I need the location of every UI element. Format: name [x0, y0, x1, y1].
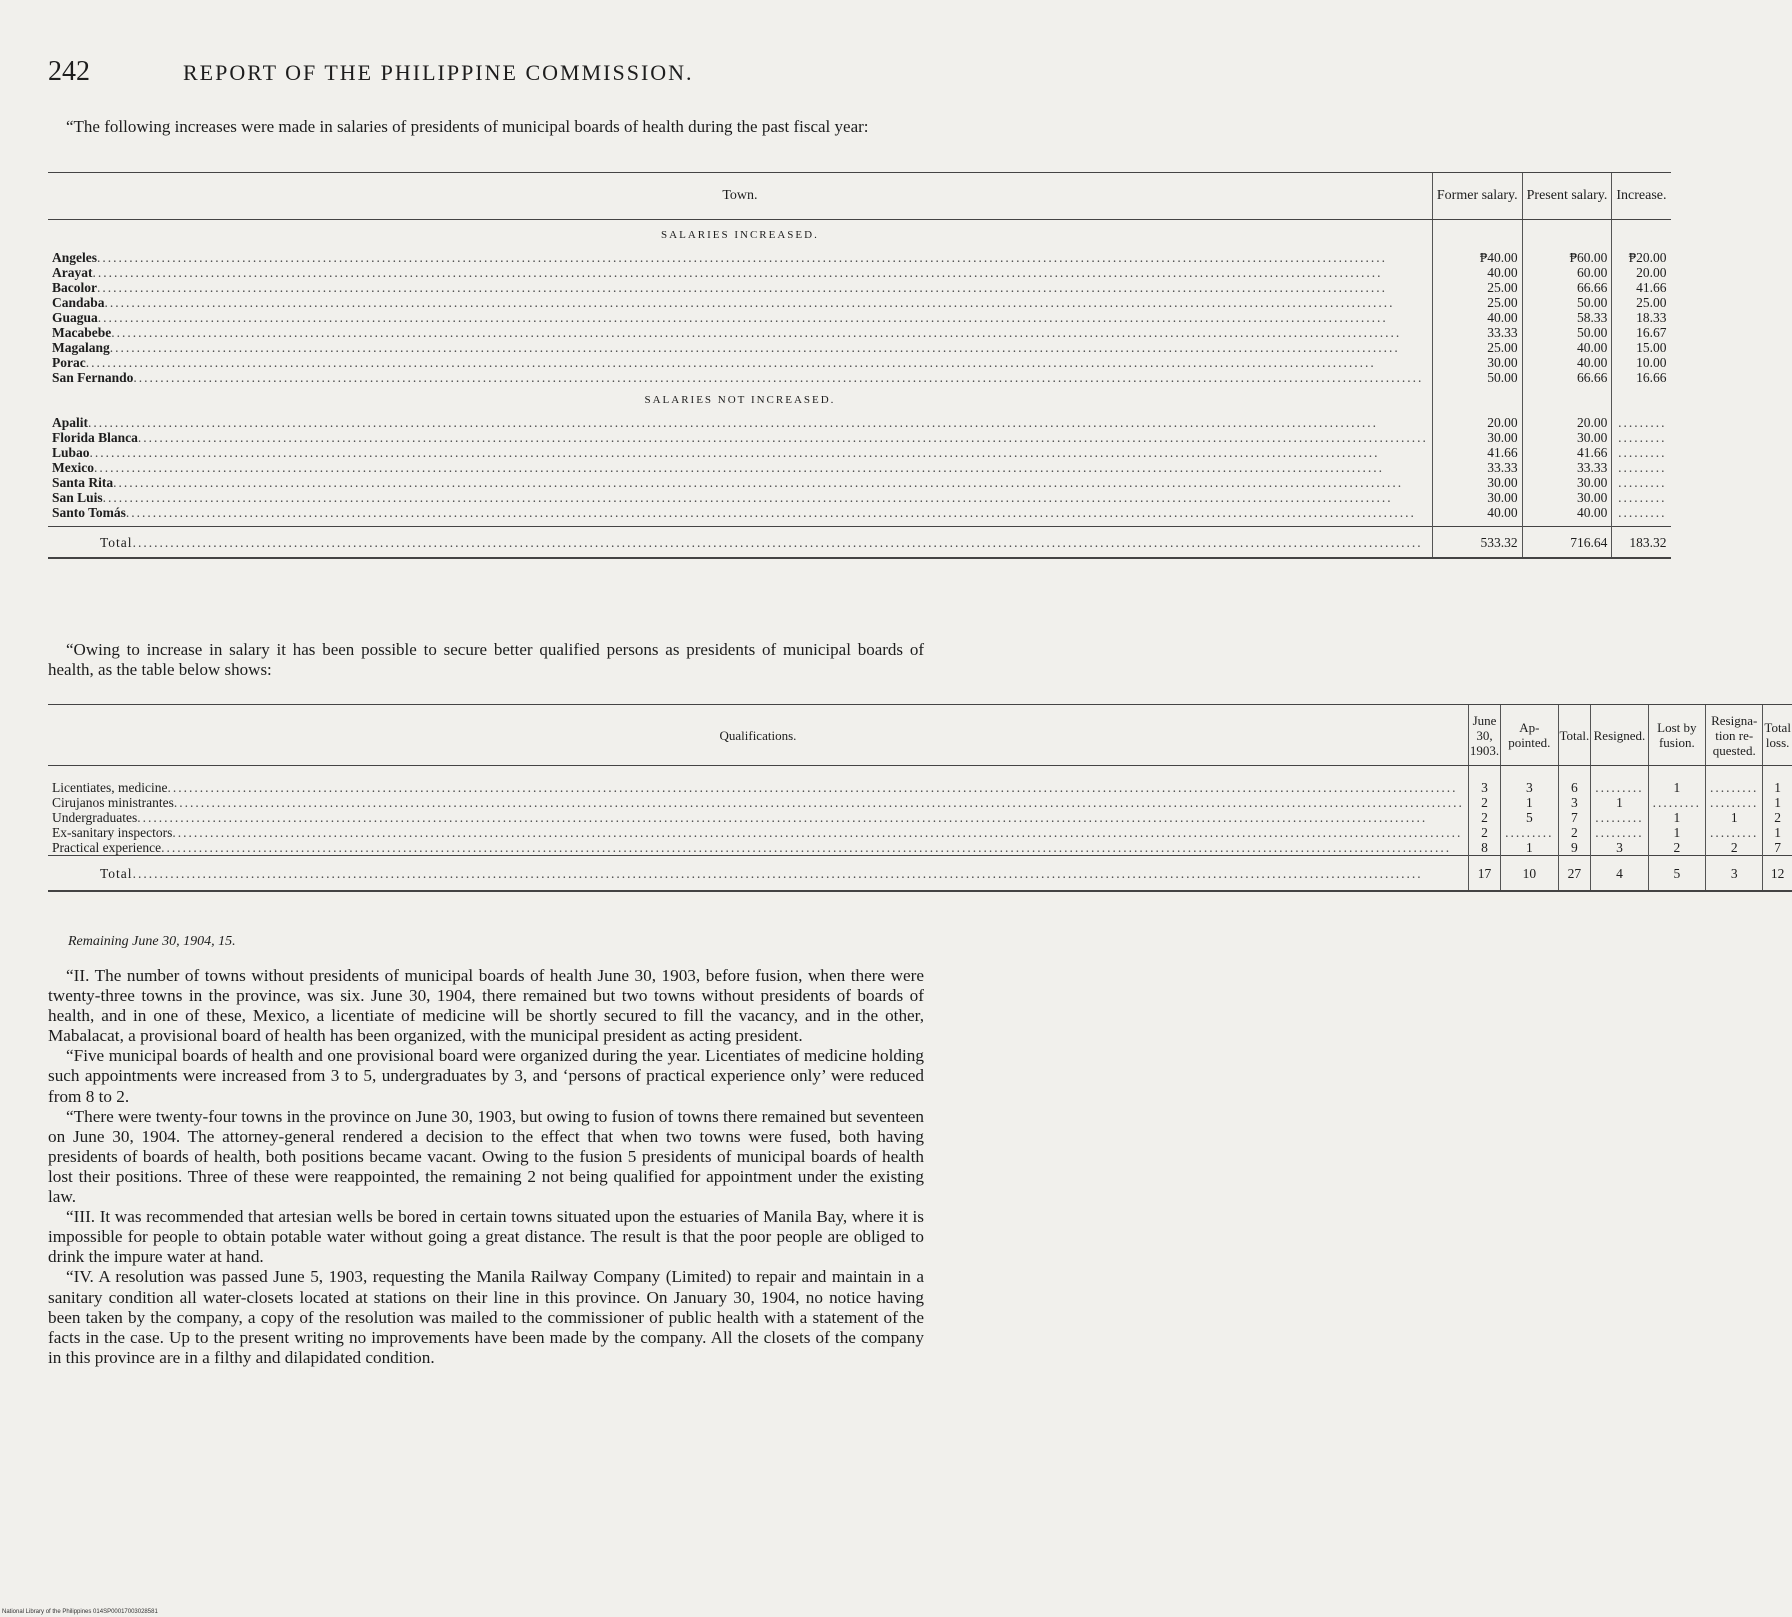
- row-label: Macabebe: [52, 325, 112, 340]
- footer-credit: National Library of the Philippines 014SP00017003028581: [2, 1609, 158, 1615]
- table-row: [48, 445, 1671, 460]
- town-cell: [48, 325, 1432, 340]
- empty-cell: [1522, 220, 1612, 251]
- former-cell: 30.00: [1432, 490, 1522, 505]
- former-cell: 25.00: [1432, 295, 1522, 310]
- row-label: Total: [100, 534, 133, 550]
- qualification-cell: .........: [1648, 795, 1705, 810]
- table-row: [48, 490, 1671, 505]
- col-present-salary: Present salary.: [1522, 173, 1612, 220]
- dot-leader: [137, 810, 1464, 825]
- table-row: [48, 475, 1671, 490]
- dot-leader: [133, 866, 1464, 881]
- total-increase: 183.32: [1612, 527, 1671, 559]
- spacer-cell: [1558, 766, 1591, 781]
- spacer-cell: [1591, 766, 1648, 781]
- qualification-cell: 1: [1706, 810, 1763, 825]
- leader-line: [52, 415, 1428, 430]
- table-row: [48, 415, 1671, 430]
- body-paragraph: “There were twenty-four towns in the province on June 30, 1903, but owing to fusion of towns there remained but seventeen on June 30, 1904. The attorney-general rendered a decision to the effect that when two towns were fused, both having presidents of boards of health, both positions became vacant. Owing to the fusion 5 presidents of municipal boards of health lost their positions. Three of these were reappointed, the remaining 2 not being qualified for appointment under the existing law.: [48, 1106, 924, 1207]
- qualification-cell: 2: [1468, 795, 1500, 810]
- qualifications-table: [48, 704, 1792, 892]
- row-label: Bacolor: [52, 280, 97, 295]
- former-cell: 41.66: [1432, 445, 1522, 460]
- increase-cell: .........: [1612, 505, 1671, 520]
- increase-cell: .........: [1612, 430, 1671, 445]
- table-row: [48, 840, 1792, 856]
- present-cell: 66.66: [1522, 370, 1612, 385]
- former-cell: 20.00: [1432, 415, 1522, 430]
- leader-line: [52, 250, 1428, 265]
- total-former: 533.32: [1432, 527, 1522, 559]
- row-label: Florida Blanca: [52, 430, 138, 445]
- present-cell: 58.33: [1522, 310, 1612, 325]
- leader-line: [52, 295, 1428, 310]
- dot-leader: [97, 280, 1428, 295]
- present-cell: 41.66: [1522, 445, 1612, 460]
- increase-cell: 20.00: [1612, 265, 1671, 280]
- leader-line: [52, 460, 1428, 475]
- dot-leader: [167, 780, 1463, 795]
- qualification-label-cell: [48, 825, 1468, 840]
- town-cell: [48, 340, 1432, 355]
- qualification-cell: .........: [1591, 780, 1648, 795]
- row-label: Angeles: [52, 250, 97, 265]
- town-cell: [48, 505, 1432, 520]
- town-cell: [48, 430, 1432, 445]
- present-cell: 60.00: [1522, 265, 1612, 280]
- row-label: Porac: [52, 355, 86, 370]
- table-row: [48, 310, 1671, 325]
- qualification-cell: 6: [1558, 780, 1591, 795]
- row-label: Licentiates, medicine: [52, 780, 168, 795]
- qualifications-header-7: Total loss.: [1763, 705, 1792, 766]
- former-cell: 30.00: [1432, 475, 1522, 490]
- spacer-cell: [1706, 766, 1763, 781]
- present-cell: 30.00: [1522, 475, 1612, 490]
- row-label: Mexico: [52, 460, 94, 475]
- qualifications-header-0: Qualifications.: [48, 705, 1468, 766]
- former-cell: 30.00: [1432, 355, 1522, 370]
- section-not-increased: [48, 385, 1671, 415]
- leader-line: [52, 535, 1428, 550]
- present-cell: 40.00: [1522, 505, 1612, 520]
- dot-leader: [111, 325, 1428, 340]
- row-label: Ex-sanitary inspectors: [52, 825, 173, 840]
- qualification-cell: 3: [1558, 795, 1591, 810]
- row-label: San Fernando: [52, 370, 134, 385]
- section-heading: SALARIES INCREASED.: [661, 228, 819, 241]
- qualification-cell: 2: [1558, 825, 1591, 840]
- present-cell: 40.00: [1522, 340, 1612, 355]
- row-label: Lubao: [52, 445, 90, 460]
- salaries-table-body: [48, 220, 1671, 559]
- qualification-cell: .........: [1591, 810, 1648, 825]
- town-cell: [48, 295, 1432, 310]
- former-cell: ₱40.00: [1432, 250, 1522, 265]
- spacer-cell: [1763, 766, 1792, 781]
- dot-leader: [90, 445, 1428, 460]
- qualification-label-cell: [48, 810, 1468, 825]
- qualification-cell: .........: [1501, 825, 1558, 840]
- qualification-label-cell: [48, 780, 1468, 795]
- qualification-cell: .........: [1706, 780, 1763, 795]
- row-label: Santa Rita: [52, 475, 114, 490]
- qualification-cell: 1: [1591, 795, 1648, 810]
- table-row: [48, 430, 1671, 445]
- leader-line: [52, 810, 1464, 825]
- qualification-cell: .........: [1706, 825, 1763, 840]
- present-cell: 20.00: [1522, 415, 1612, 430]
- table-row: [48, 250, 1671, 265]
- dot-leader: [86, 355, 1428, 370]
- leader-line: [52, 430, 1428, 445]
- dot-leader: [105, 295, 1428, 310]
- former-cell: 33.33: [1432, 325, 1522, 340]
- row-label: Candaba: [52, 295, 105, 310]
- row-label: Arayat: [52, 265, 93, 280]
- qualification-cell: 27: [1558, 856, 1591, 892]
- remaining-note: Remaining June 30, 1904, 15.: [68, 934, 236, 949]
- present-cell: 66.66: [1522, 280, 1612, 295]
- qualification-cell: .........: [1591, 825, 1648, 840]
- qualification-cell: 2: [1763, 810, 1792, 825]
- table-row: [48, 460, 1671, 475]
- present-cell: 50.00: [1522, 295, 1612, 310]
- page-header: [48, 56, 948, 92]
- total-label-cell: [48, 527, 1432, 559]
- qualification-cell: 2: [1648, 840, 1705, 856]
- leader-line: [52, 505, 1428, 520]
- spacer-cell: [1468, 766, 1500, 781]
- leader-line: [52, 280, 1428, 295]
- qualifications-table-body: [48, 766, 1792, 892]
- col-increase: Increase.: [1612, 173, 1671, 220]
- dot-leader: [98, 310, 1428, 325]
- qualification-cell: 10: [1501, 856, 1558, 892]
- row-label: Undergraduates: [52, 810, 138, 825]
- spacer-cell: [1648, 766, 1705, 781]
- town-cell: [48, 355, 1432, 370]
- leader-line: [52, 866, 1464, 881]
- table-row: [48, 780, 1792, 795]
- town-cell: [48, 445, 1432, 460]
- former-cell: 25.00: [1432, 280, 1522, 295]
- leader-line: [52, 370, 1428, 385]
- increase-cell: 41.66: [1612, 280, 1671, 295]
- table-row: [48, 295, 1671, 310]
- spacer-cell: [1501, 766, 1558, 781]
- row-label: Cirujanos ministrantes: [52, 795, 174, 810]
- qualification-cell: 5: [1501, 810, 1558, 825]
- row-label: Santo Tomás: [52, 505, 126, 520]
- leader-line: [52, 340, 1428, 355]
- salaries-table: [48, 172, 1671, 559]
- present-cell: 40.00: [1522, 355, 1612, 370]
- dot-leader: [88, 415, 1428, 430]
- increase-cell: .........: [1612, 475, 1671, 490]
- increase-cell: 16.67: [1612, 325, 1671, 340]
- qualification-cell: 1: [1501, 795, 1558, 810]
- increase-cell: 15.00: [1612, 340, 1671, 355]
- page-number: 242: [48, 56, 90, 87]
- leader-line: [52, 780, 1464, 795]
- town-cell: [48, 490, 1432, 505]
- leader-line: [52, 265, 1428, 280]
- increase-cell: .........: [1612, 460, 1671, 475]
- town-cell: [48, 310, 1432, 325]
- qualification-cell: 3: [1501, 780, 1558, 795]
- qualification-cell: 4: [1591, 856, 1648, 892]
- present-cell: 50.00: [1522, 325, 1612, 340]
- qualification-cell: 1: [1763, 795, 1792, 810]
- qualification-cell: 7: [1558, 810, 1591, 825]
- dot-leader: [110, 340, 1428, 355]
- former-cell: 25.00: [1432, 340, 1522, 355]
- dot-leader: [97, 250, 1428, 265]
- table-row: [48, 265, 1671, 280]
- row-label: Practical experience: [52, 840, 162, 855]
- former-cell: 33.33: [1432, 460, 1522, 475]
- empty-cell: [1522, 385, 1612, 415]
- qualification-cell: 3: [1591, 840, 1648, 856]
- town-cell: [48, 250, 1432, 265]
- qualification-cell: 1: [1763, 825, 1792, 840]
- qualification-cell: 8: [1468, 840, 1500, 856]
- qualification-cell: 17: [1468, 856, 1500, 892]
- col-former-salary: Former salary.: [1432, 173, 1522, 220]
- increase-cell: ₱20.00: [1612, 250, 1671, 265]
- increase-cell: .........: [1612, 490, 1671, 505]
- row-label: Guagua: [52, 310, 98, 325]
- section-heading: SALARIES NOT INCREASED.: [644, 393, 836, 406]
- leader-line: [52, 310, 1428, 325]
- table-row: [48, 505, 1671, 520]
- row-label: Apalit: [52, 415, 89, 430]
- qualification-cell: 2: [1706, 840, 1763, 856]
- dot-leader: [174, 795, 1464, 810]
- former-cell: 40.00: [1432, 265, 1522, 280]
- qualification-cell: .........: [1706, 795, 1763, 810]
- leader-line: [52, 325, 1428, 340]
- running-title: REPORT OF THE PHILIPPINE COMMISSION.: [183, 60, 694, 85]
- qualification-cell: 2: [1468, 825, 1500, 840]
- qualification-label-cell: [48, 840, 1468, 856]
- table-row: [48, 355, 1671, 370]
- table-row: [48, 340, 1671, 355]
- dot-leader: [133, 535, 1428, 550]
- total-row: [48, 856, 1792, 892]
- qualifications-header-2: Ap-pointed.: [1501, 705, 1558, 766]
- dot-leader: [126, 505, 1428, 520]
- col-town: Town.: [48, 173, 1432, 220]
- qualification-label-cell: [48, 856, 1468, 892]
- qualification-cell: 1: [1501, 840, 1558, 856]
- body-paragraph: “Five municipal boards of health and one provisional board were organized during the year. Licentiates of medicine holding such appointments were increased from 3 to 5, undergraduates by 3, and ‘persons of practical experience only’ were reduced from 8 to 2.: [48, 1046, 924, 1106]
- row-label: Magalang: [52, 340, 110, 355]
- qualifications-header-6: Resigna-tion re-quested.: [1706, 705, 1763, 766]
- table-row: [48, 810, 1792, 825]
- table-row: [48, 825, 1792, 840]
- empty-cell: [1432, 220, 1522, 251]
- table-row: [48, 370, 1671, 385]
- qualifications-intro-paragraph: “Owing to increase in salary it has been possible to secure better qualified persons as presidents of municipal boards of health, as the table below shows:: [48, 640, 924, 679]
- town-cell: [48, 370, 1432, 385]
- former-cell: 30.00: [1432, 430, 1522, 445]
- qualification-cell: 2: [1468, 810, 1500, 825]
- qualification-label-cell: [48, 795, 1468, 810]
- qualification-cell: 1: [1648, 825, 1705, 840]
- dot-leader: [133, 370, 1427, 385]
- increase-cell: 10.00: [1612, 355, 1671, 370]
- present-cell: 33.33: [1522, 460, 1612, 475]
- qualification-cell: 3: [1706, 856, 1763, 892]
- total-present: 716.64: [1522, 527, 1612, 559]
- increase-cell: .........: [1612, 415, 1671, 430]
- dot-leader: [93, 265, 1428, 280]
- dot-leader: [103, 490, 1428, 505]
- spacer-row: [48, 766, 1792, 781]
- qualification-cell: 5: [1648, 856, 1705, 892]
- town-cell: [48, 280, 1432, 295]
- qualifications-header-5: Lost by fusion.: [1648, 705, 1705, 766]
- town-cell: [48, 415, 1432, 430]
- qualifications-header-row: [48, 705, 1792, 766]
- leader-line: [52, 445, 1428, 460]
- total-row: [48, 527, 1671, 559]
- leader-line: [52, 795, 1464, 810]
- empty-cell: [1612, 385, 1671, 415]
- leader-line: [52, 490, 1428, 505]
- qualifications-header-4: Resigned.: [1591, 705, 1648, 766]
- row-label: Total: [100, 865, 133, 881]
- former-cell: 40.00: [1432, 310, 1522, 325]
- dot-leader: [138, 430, 1428, 445]
- row-label: San Luis: [52, 490, 103, 505]
- table-row: [48, 325, 1671, 340]
- town-cell: [48, 460, 1432, 475]
- body-text: [48, 966, 924, 1368]
- qualifications-header-1: June 30, 1903.: [1468, 705, 1500, 766]
- increase-cell: 25.00: [1612, 295, 1671, 310]
- present-cell: ₱60.00: [1522, 250, 1612, 265]
- increase-cell: 16.66: [1612, 370, 1671, 385]
- table-row: [48, 795, 1792, 810]
- qualification-cell: 3: [1468, 780, 1500, 795]
- spacer-cell: [48, 766, 1468, 781]
- present-cell: 30.00: [1522, 430, 1612, 445]
- former-cell: 40.00: [1432, 505, 1522, 520]
- empty-cell: [1432, 385, 1522, 415]
- dot-leader: [113, 475, 1428, 490]
- empty-cell: [1612, 220, 1671, 251]
- present-cell: 30.00: [1522, 490, 1612, 505]
- qualification-cell: 7: [1763, 840, 1792, 856]
- qualifications-header-3: Total.: [1558, 705, 1591, 766]
- dot-leader: [172, 825, 1464, 840]
- increase-cell: 18.33: [1612, 310, 1671, 325]
- body-paragraph: “III. It was recommended that artesian wells be bored in certain towns situated upon the estuaries of Manila Bay, where it is impossible for people to obtain potable water without going a great distance. The result is that the poor people are obliged to drink the impure water at hand.: [48, 1207, 924, 1267]
- qualification-cell: 1: [1763, 780, 1792, 795]
- dot-leader: [94, 460, 1428, 475]
- former-cell: 50.00: [1432, 370, 1522, 385]
- increase-cell: .........: [1612, 445, 1671, 460]
- qualification-cell: 12: [1763, 856, 1792, 892]
- town-cell: [48, 475, 1432, 490]
- qualification-cell: 9: [1558, 840, 1591, 856]
- leader-line: [52, 475, 1428, 490]
- town-cell: [48, 265, 1432, 280]
- qualification-cell: 1: [1648, 780, 1705, 795]
- leader-line: [52, 840, 1464, 855]
- body-paragraph: “IV. A resolution was passed June 5, 1903, requesting the Manila Railway Company (Limited) to repair and maintain in a sanitary condition all water-closets located at stations on their line in this province. On January 30, 1904, no notice having been taken by the company, a copy of the resolution was mailed to the commissioner of public health with a statement of the facts in the case. Up to the present writing no improvements have been made by the company. All the closets of the company in this province are in a filthy and dilapidated condition.: [48, 1267, 924, 1367]
- intro-paragraph: “The following increases were made in salaries of presidents of municipal boards of health during the past fiscal year:: [66, 117, 869, 136]
- qualification-cell: 1: [1648, 810, 1705, 825]
- dot-leader: [161, 840, 1464, 855]
- body-paragraph: “II. The number of towns without presidents of municipal boards of health June 30, 1903, before fusion, when there were twenty-three towns in the province, was six. June 30, 1904, there remained but two towns without presidents of boards of health, and in one of these, Mexico, a licentiate of medicine will be shortly secured to fill the vacancy, and in the other, Mabalacat, a provisional board of health has been organized, with the municipal president as acting president.: [48, 966, 924, 1046]
- leader-line: [52, 355, 1428, 370]
- leader-line: [52, 825, 1464, 840]
- section-increased: [48, 220, 1671, 251]
- table-row: [48, 280, 1671, 295]
